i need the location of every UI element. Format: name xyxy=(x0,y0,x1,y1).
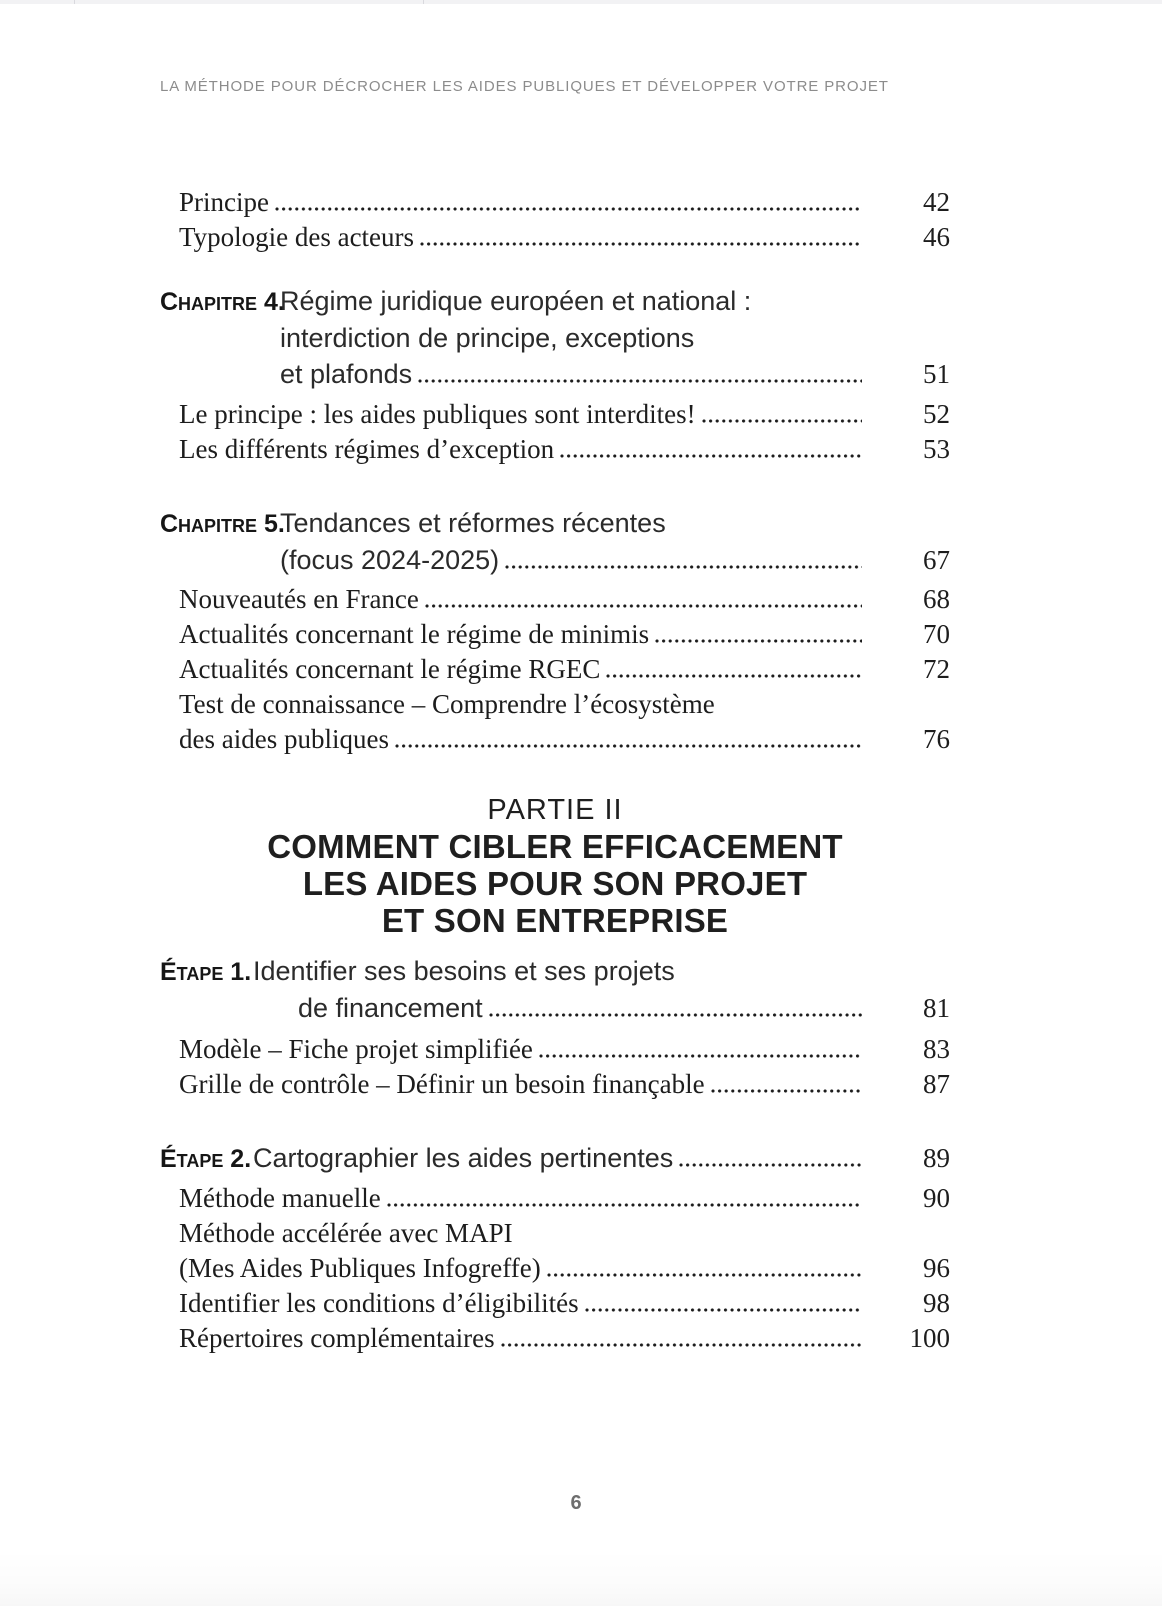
toc-entry-label: Le principe : les aides publiques sont interdites! xyxy=(179,399,696,429)
toc-page-number: 83 xyxy=(923,1034,950,1064)
part-kicker: PARTIE II xyxy=(487,794,623,826)
running-header: LA MÉTHODE POUR DÉCROCHER LES AIDES PUBLIQUES ET DÉVELOPPER VOTRE PROJET xyxy=(160,78,889,95)
toc-entry-line xyxy=(160,687,950,722)
dot-leader xyxy=(418,379,862,383)
top-edge-bar xyxy=(0,0,1162,4)
toc-step-entry-line xyxy=(160,990,950,1026)
toc-chapter-entry-line xyxy=(160,356,950,392)
part-title-line: LES AIDES POUR SON PROJET xyxy=(302,865,808,902)
toc-page-number: 76 xyxy=(923,724,950,754)
toc-entry-label: Test de connaissance – Comprendre l’écosystème xyxy=(179,689,715,719)
toc-page-number: 100 xyxy=(909,1323,950,1353)
dot-leader xyxy=(420,242,862,246)
toc-entry-label: Actualités concernant le régime RGEC xyxy=(179,654,601,684)
dot-leader xyxy=(679,1163,862,1167)
dot-leader xyxy=(539,1054,862,1058)
step-prefix: Étape 2. xyxy=(160,1145,252,1173)
toc-page-number: 90 xyxy=(923,1183,950,1213)
chapter-title-line: et plafonds xyxy=(280,359,413,389)
toc-chapter-entry-line xyxy=(160,320,950,356)
dot-leader xyxy=(560,454,862,458)
toc-step-entry xyxy=(160,953,950,990)
toc-entry-label: Répertoires complémentaires xyxy=(179,1323,495,1353)
dot-leader xyxy=(387,1203,862,1207)
dot-leader xyxy=(655,639,862,643)
toc-page-number: 68 xyxy=(923,584,950,614)
dot-leader xyxy=(395,744,862,748)
dot-leader xyxy=(711,1089,862,1093)
part-title-line: ET SON ENTREPRISE xyxy=(381,902,729,939)
step-title-line: Identifier ses besoins et ses projets xyxy=(253,956,675,986)
step-title-line: de financement xyxy=(298,993,483,1023)
toc-page-number: 72 xyxy=(923,654,950,684)
toc-entry-line xyxy=(160,722,950,757)
chapter-prefix: Chapitre 4. xyxy=(160,288,285,316)
toc-page-number: 53 xyxy=(923,434,950,464)
toc-page-number: 89 xyxy=(923,1143,950,1173)
toc-entry xyxy=(160,1181,950,1216)
toc-entry xyxy=(160,397,950,432)
toc-entry xyxy=(160,652,950,687)
toc-entry xyxy=(160,220,950,255)
dot-leader xyxy=(547,1273,862,1277)
toc-entry xyxy=(160,582,950,617)
chapter-title-line: Tendances et réformes récentes xyxy=(280,508,666,538)
dot-leader xyxy=(501,1343,862,1347)
step-title-line: Cartographier les aides pertinentes xyxy=(253,1143,674,1173)
toc-entry xyxy=(160,432,950,467)
toc-entry-label: Identifier les conditions d’éligibilités xyxy=(179,1288,579,1318)
toc-page-number: 87 xyxy=(923,1069,950,1099)
toc-entry-label: (Mes Aides Publiques Infogreffe) xyxy=(179,1253,541,1283)
page-number: 6 xyxy=(570,1492,582,1514)
toc-step-entry xyxy=(160,1140,950,1177)
toc-page-number: 52 xyxy=(923,399,950,429)
step-prefix: Étape 1. xyxy=(160,958,252,986)
toc-entry-label: Les différents régimes d’exception xyxy=(179,434,555,464)
tab-separator xyxy=(423,0,424,4)
toc-entry xyxy=(160,185,950,220)
toc-page-number: 67 xyxy=(923,545,950,575)
toc-chapter-entry-line xyxy=(160,542,950,578)
toc-page-number: 51 xyxy=(923,359,950,389)
dot-leader xyxy=(606,674,862,678)
chapter-title-line: interdiction de principe, exceptions xyxy=(280,323,695,353)
part-title-line: COMMENT CIBLER EFFICACEMENT xyxy=(267,828,843,865)
toc-entry-label: Modèle – Fiche projet simplifiée xyxy=(179,1034,533,1064)
toc-chapter-entry xyxy=(160,505,950,542)
toc-page-number: 81 xyxy=(923,993,950,1023)
toc-entry xyxy=(160,1321,950,1356)
toc-entry-line xyxy=(160,1251,950,1286)
chapter-title-line: Régime juridique européen et national : xyxy=(280,286,752,316)
toc-page-number: 46 xyxy=(923,222,950,252)
toc-entry-label: Principe xyxy=(179,187,269,217)
dot-leader xyxy=(585,1308,862,1312)
toc-entry xyxy=(160,1286,950,1321)
tab-separator xyxy=(74,0,75,4)
dot-leader xyxy=(425,604,862,608)
chapter-prefix: Chapitre 5. xyxy=(160,510,285,538)
part-heading xyxy=(160,792,950,939)
page-bottom-shadow xyxy=(0,1550,1162,1606)
toc-entry-label: Typologie des acteurs xyxy=(179,222,415,252)
toc-entry xyxy=(160,1067,950,1102)
toc-entry-label: Méthode manuelle xyxy=(179,1183,381,1213)
chapter-title-line: (focus 2024-2025) xyxy=(280,545,500,575)
toc-page-number: 42 xyxy=(923,187,950,217)
dot-leader xyxy=(489,1013,862,1017)
toc-entry xyxy=(160,617,950,652)
toc-entry-label: Méthode accélérée avec MAPI xyxy=(179,1218,513,1248)
toc-entry-label: Nouveautés en France xyxy=(179,584,419,614)
toc-entry-label: des aides publiques xyxy=(179,724,389,754)
toc-entry-label: Actualités concernant le régime de minimis xyxy=(179,619,650,649)
dot-leader xyxy=(702,419,862,423)
toc-page-number: 96 xyxy=(923,1253,950,1283)
toc-entry-label: Grille de contrôle – Définir un besoin finançable xyxy=(179,1069,705,1099)
table-of-contents xyxy=(160,185,950,1356)
dot-leader xyxy=(505,565,862,569)
toc-page-number: 70 xyxy=(923,619,950,649)
toc-entry-line xyxy=(160,1216,950,1251)
toc-page-number: 98 xyxy=(923,1288,950,1318)
dot-leader xyxy=(275,207,862,211)
toc-chapter-entry xyxy=(160,283,950,320)
toc-entry xyxy=(160,1032,950,1067)
